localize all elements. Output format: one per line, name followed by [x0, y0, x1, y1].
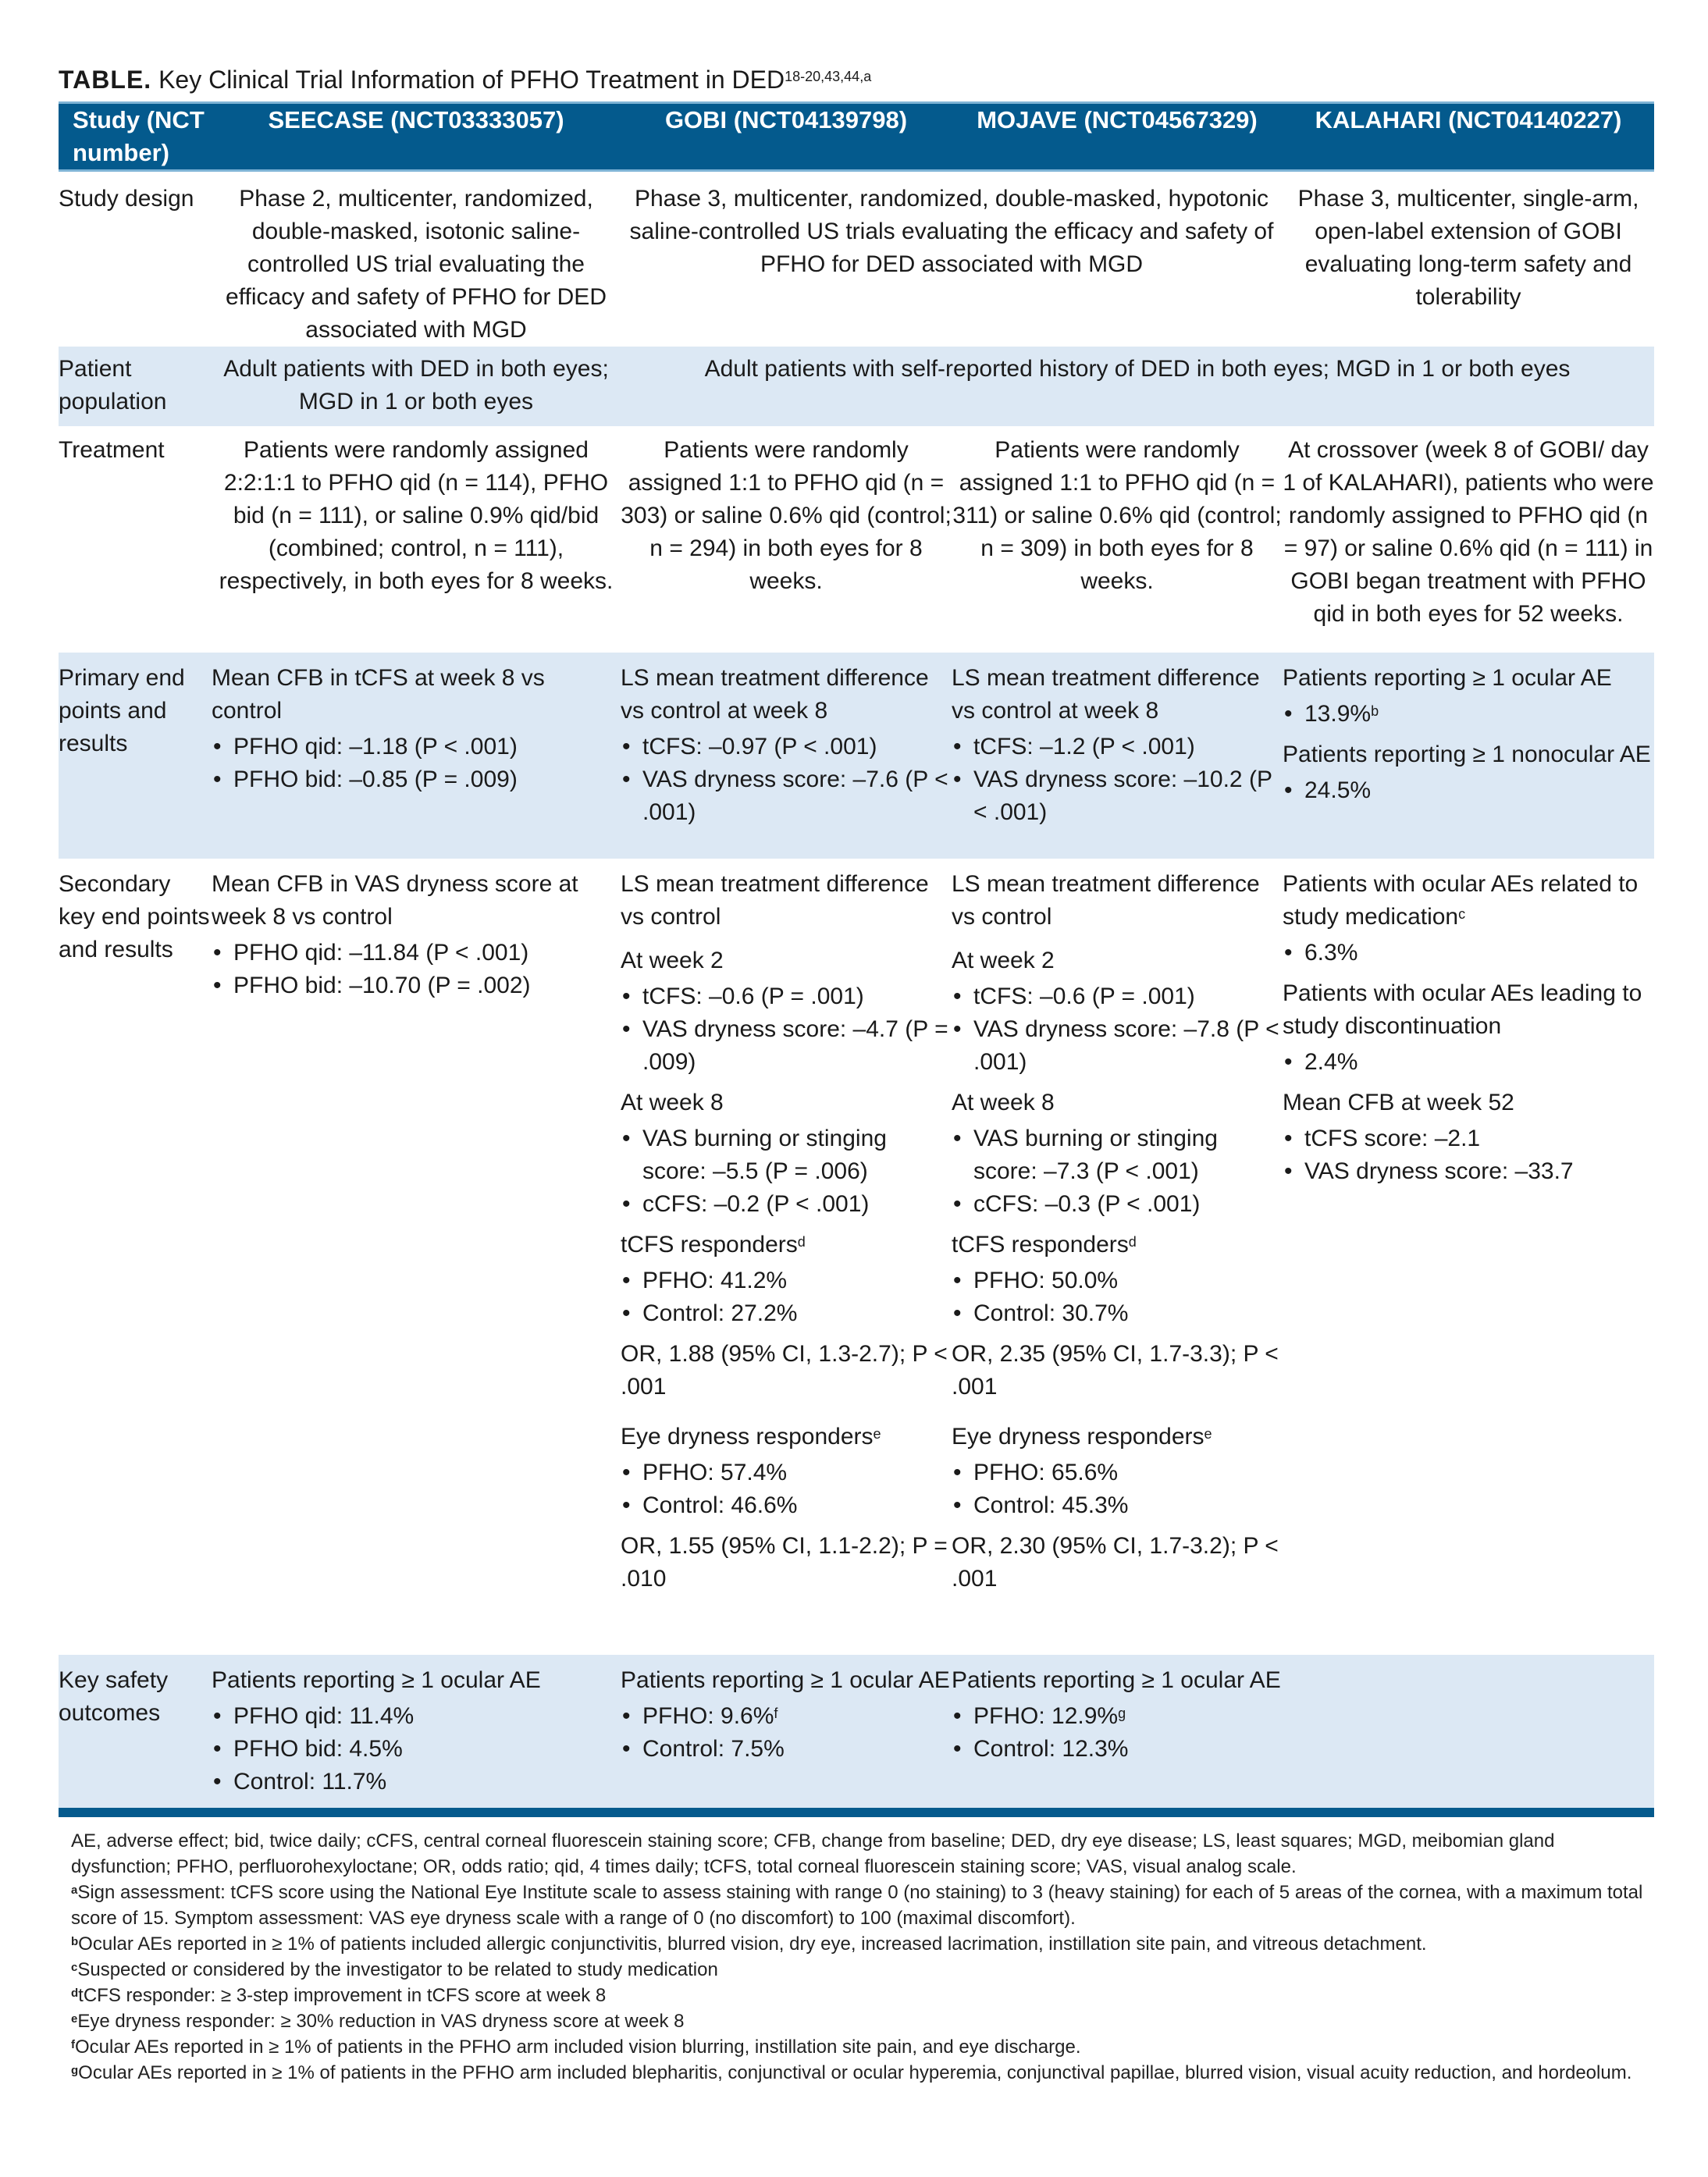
- list-item: • Control: 12.3%: [952, 1733, 1283, 1766]
- row-label: Secondary key end points and results: [59, 871, 210, 962]
- bullet-list: [1283, 1046, 1654, 1079]
- bullet-list: [621, 1457, 952, 1522]
- list-item: • tCFS: –1.2 (P < .001): [952, 731, 1283, 763]
- list-item: • PFHO bid: –10.70 (P = .002): [212, 969, 621, 1002]
- list-item: • Control: 27.2%: [621, 1297, 952, 1330]
- block-head: LS mean treatment difference vs control at week 8: [952, 665, 1260, 724]
- list-item: • PFHO: 50.0%: [952, 1265, 1283, 1297]
- cell-gobi-mojave: Phase 3, multicenter, randomized, double-masked, hypotonic saline-controlled US trials evaluating the efficacy and safety of PFHO for DED associated with MGD: [629, 186, 1274, 277]
- cell-seecase: [212, 653, 621, 859]
- footnote-abbreviations: AE, adverse effect; bid, twice daily; cCFS, central corneal fluorescein staining score; CFB, change from baseline; DED, dry eye disease; LS, least squares; MGD, meibomian gland dysfunction; PFHO, perfluorohexyloctane; OR, odds ratio; qid, 4 times daily; tCFS, total corneal fluorescein staining score; VAS, visual analog scale.: [71, 1830, 1555, 1877]
- row-label: Key safety outcomes: [59, 1655, 212, 1808]
- cell-gobi: [621, 859, 952, 1655]
- list-item: • VAS dryness score: –33.7: [1283, 1155, 1654, 1188]
- cell-seecase: [212, 859, 621, 1655]
- list-item: • tCFS: –0.97 (P < .001): [621, 731, 952, 763]
- list-item: • PFHO: 57.4%: [621, 1457, 952, 1489]
- list-item: • 24.5%: [1283, 774, 1654, 807]
- clinical-trial-table: [59, 101, 1654, 1817]
- list-item: • PFHO qid: 11.4%: [212, 1700, 621, 1733]
- row-treatment: [59, 426, 1654, 653]
- cell-seecase: [212, 1655, 621, 1808]
- list-item: • PFHO: 9.6%$^f$: [621, 1700, 952, 1733]
- cell-seecase: Adult patients with DED in both eyes; MGD in 1 or both eyes: [212, 347, 621, 426]
- list-item: • tCFS: –0.6 (P = .001): [952, 980, 1283, 1013]
- cell-kalahari-empty: [1283, 1655, 1654, 1808]
- bullet-list: [952, 1457, 1283, 1522]
- row-study-design: [59, 171, 1654, 347]
- subhead-week8: At week 8: [621, 1090, 724, 1115]
- block-head: Patients reporting ≥ 1 ocular AE: [952, 1667, 1281, 1693]
- block-head: LS mean treatment difference vs control: [952, 871, 1260, 930]
- header-seecase: SEECASE (NCT03333057): [268, 106, 564, 133]
- bullet-list: [1283, 1122, 1654, 1188]
- bullet-list: [621, 980, 952, 1079]
- list-item: • PFHO qid: –1.18 (P < .001): [212, 731, 621, 763]
- cell-mojave: Patients were randomly assigned 1:1 to PFHO qid (n = 311) or saline 0.6% qid (control; n = 309) in both eyes for 8 weeks.: [952, 437, 1282, 594]
- footnote-d: $^d$tCFS responder: ≥ 3-step improvement in tCFS score at week 8: [71, 1985, 607, 2006]
- header-row: [59, 103, 1654, 171]
- list-item: • 13.9%$^b$: [1283, 698, 1654, 731]
- caption-label: TABLE.: [59, 66, 152, 94]
- subhead-week2: At week 2: [952, 948, 1055, 973]
- table-figure: [59, 62, 1654, 2086]
- bullet-list: [952, 731, 1283, 829]
- list-item: • VAS dryness score: –7.8 (P < .001): [952, 1013, 1283, 1079]
- list-item: • VAS burning or stinging score: –7.3 (P < .001): [952, 1122, 1283, 1188]
- cell-kalahari: At crossover (week 8 of GOBI/ day 1 of KALAHARI), patients who were randomly assigned to PFHO qid (n = 97) or saline 0.6% qid (n = 111) in GOBI began treatment with PFHO qid in both eyes for 52 weeks.: [1283, 437, 1654, 627]
- table-caption: [59, 62, 1654, 101]
- block-head: Patients reporting ≥ 1 nonocular AE: [1283, 742, 1651, 767]
- list-item: • PFHO: 41.2%: [621, 1265, 952, 1297]
- footnote-b: $^b$Ocular AEs reported in ≥ 1% of patients included allergic conjunctivitis, blurred vision, dry eye, increased lacrimation, instillation site pain, and vitreous detachment.: [71, 1933, 1427, 1955]
- cell-gobi: [621, 653, 952, 859]
- block-head: Patients reporting ≥ 1 ocular AE: [1283, 665, 1612, 691]
- cell-kalahari: Phase 3, multicenter, single-arm, open-label extension of GOBI evaluating long-term safety and tolerability: [1297, 186, 1639, 310]
- bullet-list: [1283, 774, 1654, 807]
- bullet-list: [952, 1122, 1283, 1221]
- list-item: • VAS dryness score: –10.2 (P < .001): [952, 763, 1283, 829]
- footnote-f: $^f$Ocular AEs reported in ≥ 1% of patients in the PFHO arm included vision blurring, instillation site pain, and eye discharge.: [71, 2036, 1081, 2058]
- subhead-week2: At week 2: [621, 948, 724, 973]
- caption-refs: 18-20,43,44,a: [785, 69, 872, 84]
- bullet-list: [212, 937, 621, 1002]
- footnote-g: $^g$Ocular AEs reported in ≥ 1% of patients in the PFHO arm included blepharitis, conjunctival or ocular hyperemia, conjunctival papillae, blurred vision, visual acuity reduction, and hordeolum.: [71, 2062, 1632, 2083]
- cell-gobi: [621, 1655, 952, 1808]
- header-mojave: MOJAVE (NCT04567329): [977, 106, 1258, 133]
- row-primary-endpoints: [59, 653, 1654, 859]
- bullet-list: [621, 1122, 952, 1221]
- footnote-e: $^e$Eye dryness responder: ≥ 30% reduction in VAS dryness score at week 8: [71, 2011, 685, 2032]
- list-item: • Control: 7.5%: [621, 1733, 952, 1766]
- caption-title: Key Clinical Trial Information of PFHO Treatment in DED: [151, 66, 785, 94]
- footnote-c: $^c$Suspected or considered by the investigator to be related to study medication: [71, 1959, 718, 1980]
- table-footnotes: [59, 1828, 1654, 2086]
- table-bottom-rule: [59, 1808, 1654, 1817]
- odds-ratio: OR, 1.88 (95% CI, 1.3-2.7); P < .001: [621, 1341, 948, 1400]
- list-item: • Control: 30.7%: [952, 1297, 1283, 1330]
- list-item: • Control: 46.6%: [621, 1489, 952, 1522]
- header-gobi: GOBI (NCT04139798): [664, 106, 908, 133]
- list-item: • PFHO bid: –0.85 (P = .009): [212, 763, 621, 796]
- list-item: • 2.4%: [1283, 1046, 1654, 1079]
- bullet-list: [952, 1700, 1283, 1766]
- list-item: • Control: 45.3%: [952, 1489, 1283, 1522]
- list-item: • cCFS: –0.3 (P < .001): [952, 1188, 1283, 1221]
- list-item: • PFHO qid: –11.84 (P < .001): [212, 937, 621, 969]
- block-head: Mean CFB in VAS dryness score at week 8 vs control: [212, 871, 578, 930]
- odds-ratio: OR, 2.35 (95% CI, 1.7-3.3); P < .001: [952, 1341, 1279, 1400]
- list-item: • PFHO: 12.9%$^g$: [952, 1700, 1283, 1733]
- block-head: LS mean treatment difference vs control at week 8: [621, 665, 929, 724]
- bullet-list: [1283, 698, 1654, 731]
- list-item: • PFHO bid: 4.5%: [212, 1733, 621, 1766]
- block-head: Patients with ocular AEs related to study medication$^c$: [1283, 871, 1639, 930]
- bullet-list: [621, 1700, 952, 1766]
- list-item: • tCFS: –0.6 (P = .001): [621, 980, 952, 1013]
- block-head: Patients reporting ≥ 1 ocular AE: [212, 1667, 541, 1693]
- bullet-list: [621, 1265, 952, 1330]
- header-kalahari: KALAHARI (NCT04140227): [1315, 106, 1622, 133]
- row-label: Patient population: [59, 347, 212, 426]
- cell-seecase: Phase 2, multicenter, randomized, double-masked, isotonic saline-controlled US trial evaluating the efficacy and safety of PFHO for DED associated with MGD: [226, 186, 607, 343]
- cell-mojave: [952, 859, 1283, 1655]
- list-item: • VAS burning or stinging score: –5.5 (P = .006): [621, 1122, 952, 1188]
- list-item: • VAS dryness score: –7.6 (P < .001): [621, 763, 952, 829]
- cell-gobi: Patients were randomly assigned 1:1 to PFHO qid (n = 303) or saline 0.6% qid (control; n = 294) in both eyes for 8 weeks.: [621, 437, 952, 594]
- block-head: Patients reporting ≥ 1 ocular AE: [621, 1667, 950, 1693]
- row-label: Primary end points and results: [59, 653, 212, 859]
- block-head: LS mean treatment difference vs control: [621, 871, 929, 930]
- block-head: Patients with ocular AEs leading to study discontinuation: [1283, 980, 1642, 1039]
- bullet-list: [952, 1265, 1283, 1330]
- cell-mojave: [952, 1655, 1283, 1808]
- cell-kalahari: [1283, 653, 1654, 859]
- subhead-dryness-responders: Eye dryness responders$^e$: [952, 1424, 1212, 1450]
- subhead-week8: At week 8: [952, 1090, 1055, 1115]
- cell-others: Adult patients with self-reported history of DED in both eyes; MGD in 1 or both eyes: [621, 347, 1654, 426]
- row-key-safety: [59, 1655, 1654, 1808]
- list-item: • PFHO: 65.6%: [952, 1457, 1283, 1489]
- row-label: Study design: [59, 186, 194, 212]
- list-item: • Control: 11.7%: [212, 1766, 621, 1798]
- odds-ratio: OR, 1.55 (95% CI, 1.1-2.2); P = .010: [621, 1533, 948, 1592]
- cell-mojave: [952, 653, 1283, 859]
- cell-seecase: Patients were randomly assigned 2:2:1:1 to PFHO qid (n = 114), PFHO bid (n = 111), or saline 0.9% qid/bid (combined; control, n = 111), respectively, in both eyes for 8 weeks.: [219, 437, 614, 594]
- list-item: • cCFS: –0.2 (P < .001): [621, 1188, 952, 1221]
- block-head: Mean CFB in tCFS at week 8 vs control: [212, 665, 545, 724]
- bullet-list: [621, 731, 952, 829]
- subhead-dryness-responders: Eye dryness responders$^e$: [621, 1424, 881, 1450]
- bullet-list: [1283, 937, 1654, 969]
- row-label: Treatment: [59, 437, 165, 463]
- list-item: • 6.3%: [1283, 937, 1654, 969]
- bullet-list: [212, 731, 621, 796]
- subhead-tcfs-responders: tCFS responders$^d$: [621, 1232, 806, 1257]
- list-item: • VAS dryness score: –4.7 (P = .009): [621, 1013, 952, 1079]
- row-secondary-endpoints: [59, 859, 1654, 1655]
- block-head: Mean CFB at week 52: [1283, 1090, 1514, 1115]
- list-item: • tCFS score: –2.1: [1283, 1122, 1654, 1155]
- row-patient-population: [59, 347, 1654, 426]
- footnote-a: $^a$Sign assessment: tCFS score using the National Eye Institute scale to assess staining with range 0 (no staining) to 3 (heavy staining) for each of 5 areas of the cornea, with a maximum total score of 15. Symptom assessment: VAS eye dryness scale with a range of 0 (no discomfort) to 100 (maximal discomfort).: [71, 1882, 1643, 1929]
- subhead-tcfs-responders: tCFS responders$^d$: [952, 1232, 1137, 1257]
- bullet-list: [952, 980, 1283, 1079]
- header-study-label: Study (NCT number): [73, 106, 205, 166]
- cell-kalahari: [1283, 859, 1654, 1655]
- bullet-list: [212, 1700, 621, 1798]
- odds-ratio: OR, 2.30 (95% CI, 1.7-3.2); P < .001: [952, 1533, 1279, 1592]
